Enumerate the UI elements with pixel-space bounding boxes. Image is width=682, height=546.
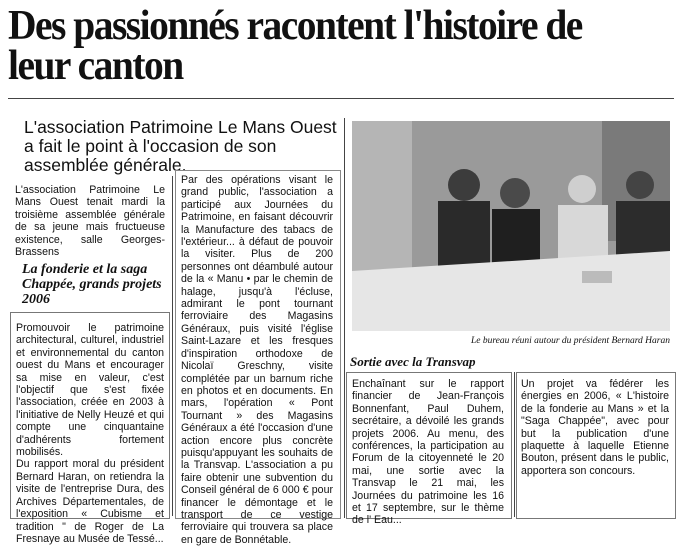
group-photo — [352, 121, 670, 331]
section-heading-transvap: Sortie avec la Transvap — [350, 354, 476, 369]
column-divider-3 — [514, 372, 515, 517]
lead-paragraph: L'association Patrimoine Le Mans Ouest a fait le point à l'occasion de son assemblée générale. — [24, 117, 337, 175]
col4-body: Un projet va fédérer les énergies en 2006, « L'histoire de la fonderie au Mans » et la "Saga Chappée", avec pour but la publication d'une plaquette à laquelle Etienne Bouton, présent dans le public, apportera son concours. — [521, 378, 669, 477]
column-divider-2 — [344, 118, 345, 518]
headline-rule — [8, 98, 674, 99]
section-heading-fonderie: La fonderie et la saga Chappée, grands projets 2006 — [22, 262, 162, 307]
intro-paragraph: L'association Patrimoine Le Mans Ouest tenait mardi la troisième assemblée générale de sa jeune mais fructueuse existence, salle Georges-Brassens — [15, 184, 165, 259]
column-divider-1 — [172, 176, 173, 516]
photo-caption: Le bureau réuni autour du président Bernard Haran — [470, 336, 670, 346]
col2-body: Par des opérations visant le grand public, l'association a participé aux Journées du Patrimoine, en faisant découvrir la Manufacture des tabacs de l'extérieur... à défaut de pouvoir la visiter. Plus de 200 personnes ont déambulé autour de la « Manu • par le chemin de halage, jusqu'à l'écluse, admirant le pont tournant ferroviaire des Magasins Généraux, puis visité l'église Saint-Lazare et les fresques d'inspiration orthodoxe de Nicolaï Greschny, visite complétée par un barnum riche en photos et en documents. En mars, l'opération « Pont Tournant » des Magasins Généraux a été l'occasion d'une action encore plus concrète puisqu'appuyant les souhaits de la Transvap. L'association a pu faire obtenir une subvention du Conseil général de 6 000 € pour financer le démontage et le transport de ce vestige ferroviaire qui trouvera sa place en gare de Bonnétable. — [181, 174, 333, 546]
photo-image — [352, 121, 670, 331]
col3-body: Enchaînant sur le rapport financier de Jean-François Bonnenfant, Paul Duhem, secrétaire, a dévoilé les grands projets 2006. Au menu, des conférences, la participation au Forum de la citoyenneté le 20 mai, une sortie avec la Transvap le 21 mai, les Journées du patrimoine les 16 et 17 septembre, sur le thème de l' Eau... — [352, 378, 504, 527]
headline: Des passionnés racontent l'histoire de leur canton — [8, 3, 582, 89]
col1-body: Promouvoir le patrimoine architectural, culturel, industriel et environnemental du canton ouest du Mans et encourager sa mise en valeur, c'est l'objectif que s'est fixée l'association, créée en 2003 à l'initiative de Nelly Heuzé et qui compte une cinquantaine d'adhérents fortement mobilisés. Du rapport moral du président Bernard Haran, on retiendra la visite de l'entreprise Dura, des Archives Départementales, de l'exposition « Cubisme et tradition " de Roger de La Fresnaye au Musée de Tessé... — [16, 322, 164, 545]
